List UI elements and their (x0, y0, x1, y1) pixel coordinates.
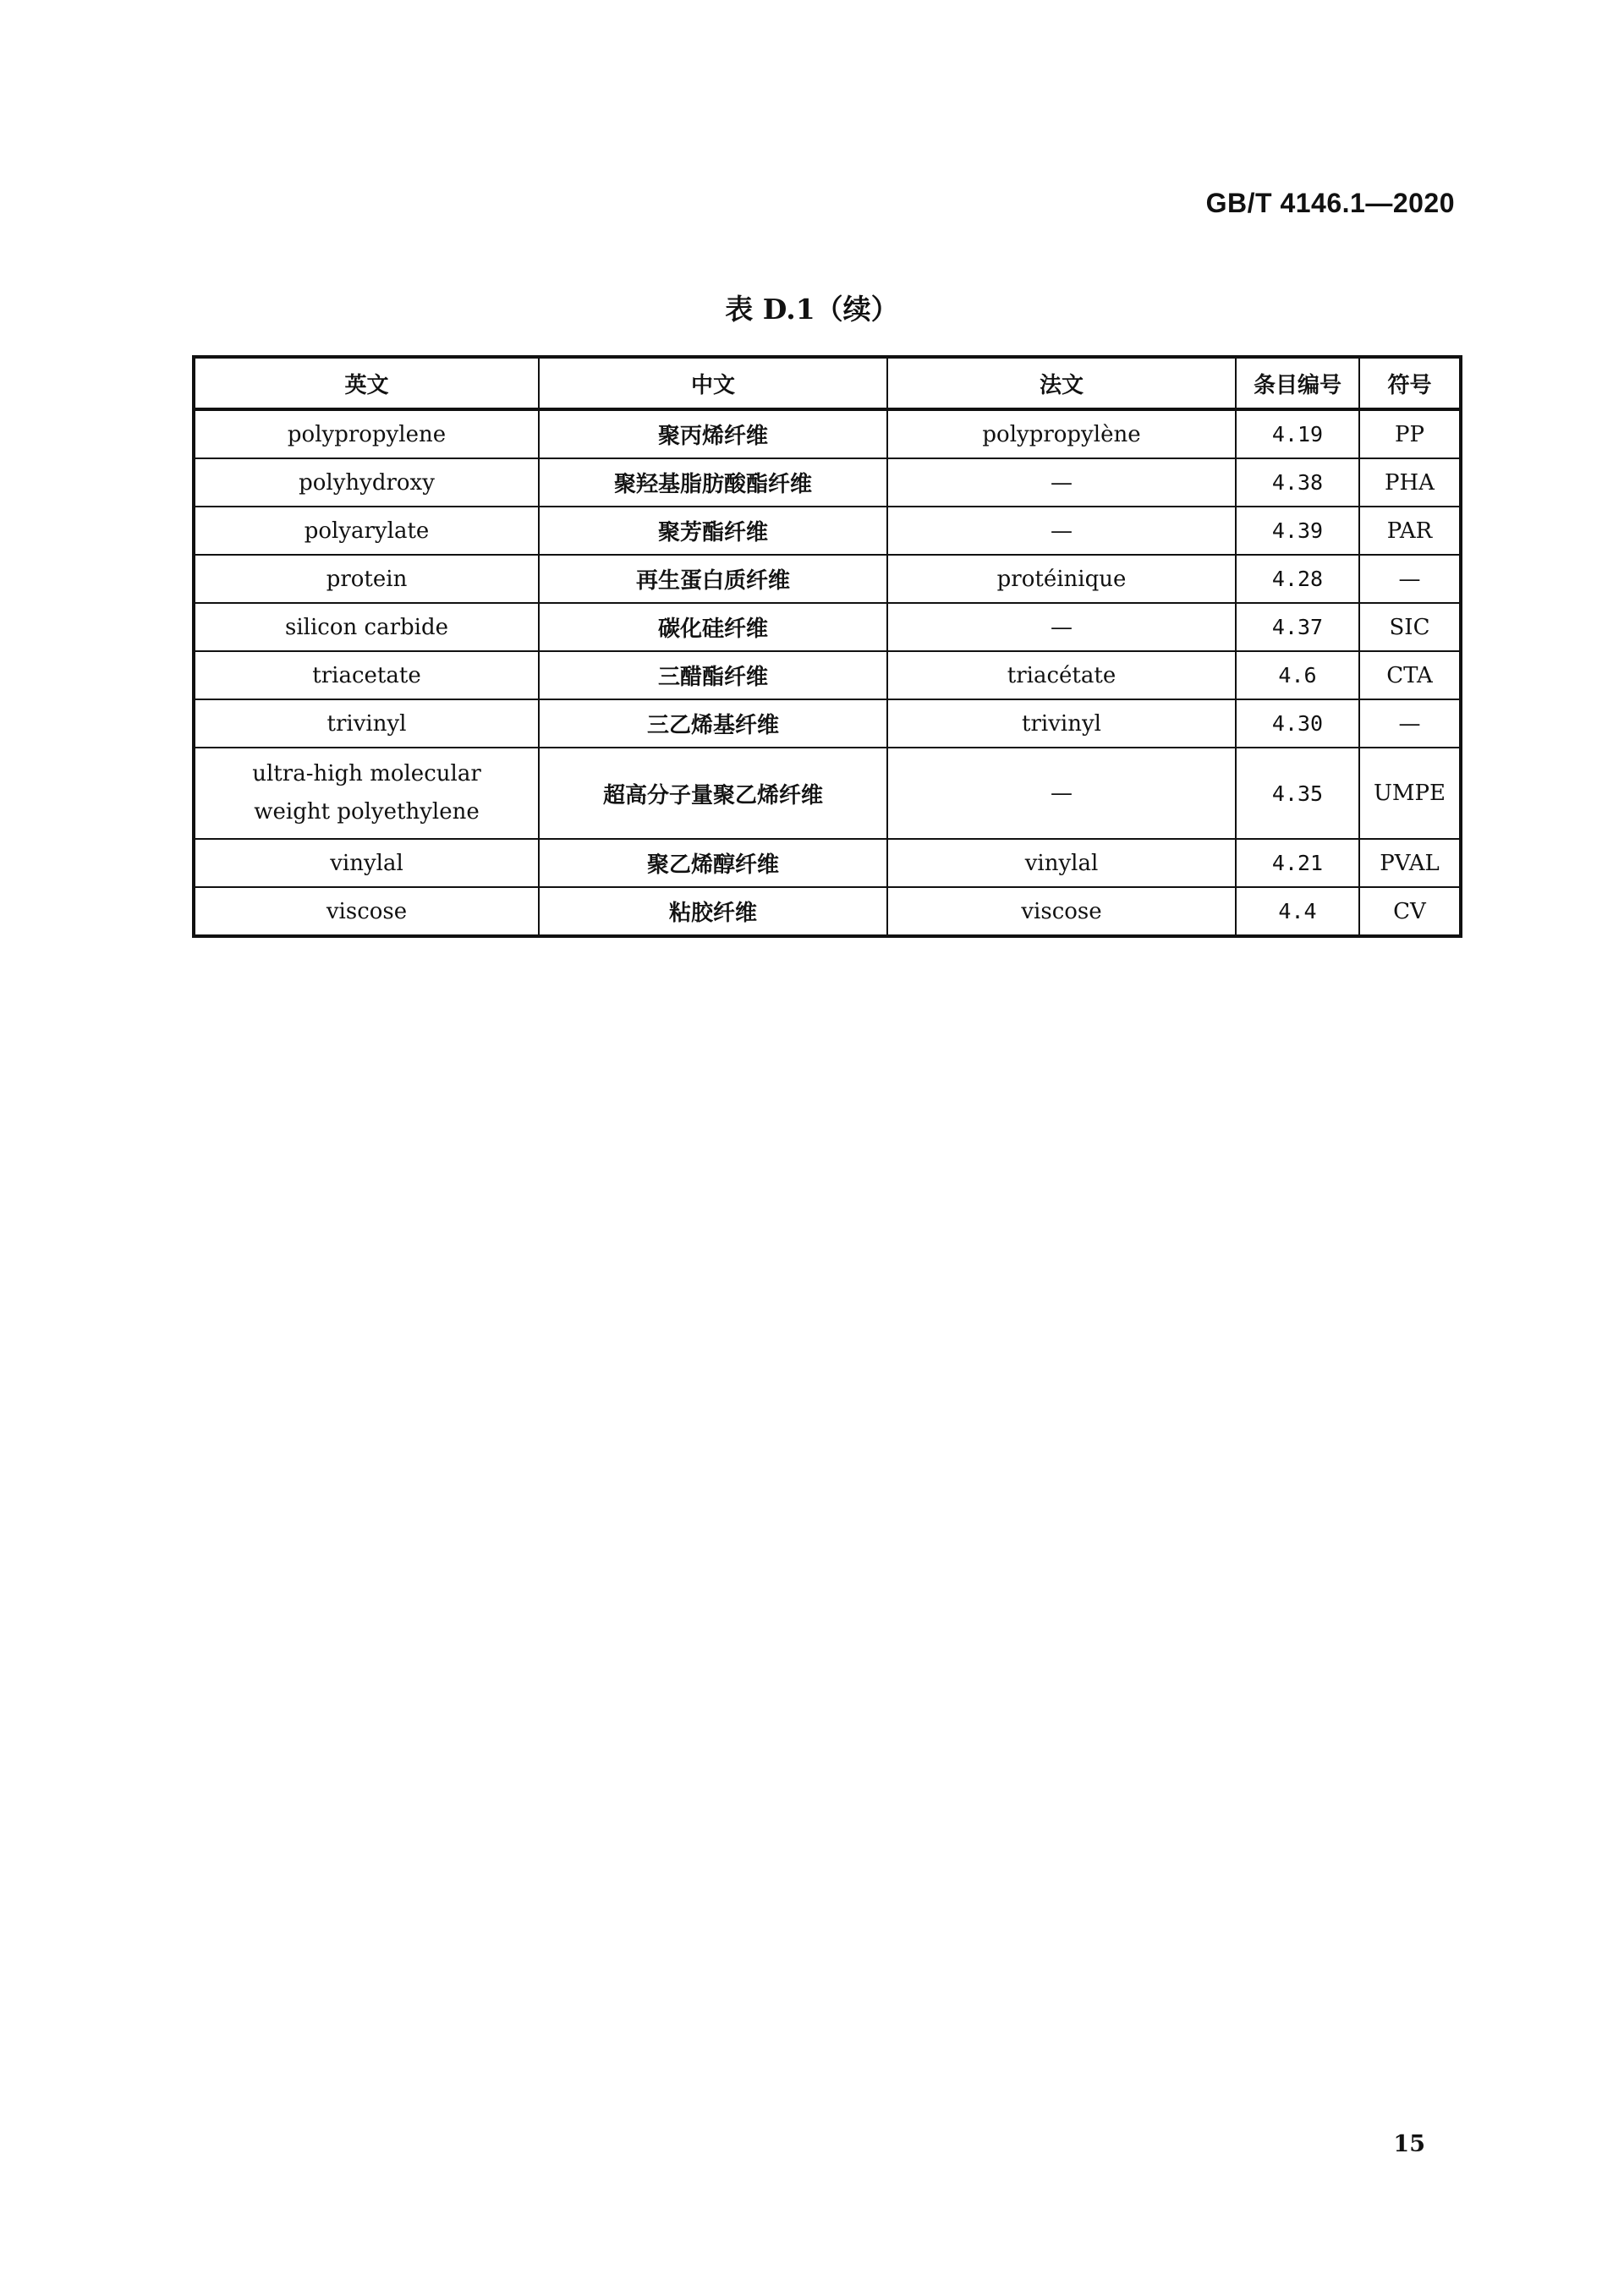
cell-entry-number: 4.37 (1236, 603, 1359, 651)
cell-chinese: 粘胶纤维 (539, 887, 887, 936)
table-row (194, 699, 1461, 748)
cell-french: vinylal (887, 839, 1236, 887)
table-header-row (194, 357, 1461, 409)
column-header-symbol: 符号 (1359, 357, 1461, 409)
table-row (194, 887, 1461, 936)
cell-english: polyhydroxy (194, 458, 539, 507)
cell-english: viscose (194, 887, 539, 936)
cell-english: polyarylate (194, 507, 539, 555)
column-header-french: 法文 (887, 357, 1236, 409)
cell-symbol: UMPE (1359, 748, 1461, 839)
cell-french: — (887, 458, 1236, 507)
cell-entry-number: 4.6 (1236, 651, 1359, 699)
table-row (194, 555, 1461, 603)
cell-english: silicon carbide (194, 603, 539, 651)
cell-symbol: PAR (1359, 507, 1461, 555)
cell-chinese: 聚芳酯纤维 (539, 507, 887, 555)
cell-french: polypropylène (887, 409, 1236, 458)
cell-chinese: 再生蛋白质纤维 (539, 555, 887, 603)
column-header-entry-number: 条目编号 (1236, 357, 1359, 409)
cell-chinese: 超高分子量聚乙烯纤维 (539, 748, 887, 839)
cell-chinese: 聚乙烯醇纤维 (539, 839, 887, 887)
cell-chinese: 三乙烯基纤维 (539, 699, 887, 748)
cell-english: triacetate (194, 651, 539, 699)
table-caption: 表 D.1（续） (725, 293, 899, 326)
column-header-chinese: 中文 (539, 357, 887, 409)
table-row (194, 603, 1461, 651)
table-row (194, 839, 1461, 887)
cell-symbol: — (1359, 699, 1461, 748)
cell-french: protéinique (887, 555, 1236, 603)
cell-entry-number: 4.19 (1236, 409, 1359, 458)
cell-english (194, 748, 539, 839)
cell-entry-number: 4.30 (1236, 699, 1359, 748)
cell-french: triacétate (887, 651, 1236, 699)
cell-chinese: 聚丙烯纤维 (539, 409, 887, 458)
cell-chinese: 聚羟基脂肪酸酯纤维 (539, 458, 887, 507)
cell-french: — (887, 603, 1236, 651)
table-row (194, 458, 1461, 507)
table-row (194, 748, 1461, 839)
cell-symbol: PP (1359, 409, 1461, 458)
cell-english: trivinyl (194, 699, 539, 748)
cell-entry-number: 4.39 (1236, 507, 1359, 555)
cell-entry-number: 4.35 (1236, 748, 1359, 839)
document-code: GB/T 4146.1—2020 (1205, 188, 1455, 218)
page-number: 15 (1393, 2131, 1425, 2157)
cell-french: — (887, 507, 1236, 555)
cell-chinese: 三醋酯纤维 (539, 651, 887, 699)
cell-english: protein (194, 555, 539, 603)
cell-french: viscose (887, 887, 1236, 936)
column-header-english: 英文 (194, 357, 539, 409)
cell-english: polypropylene (194, 409, 539, 458)
cell-english-line-2: weight polyethylene (254, 799, 480, 825)
table-row (194, 409, 1461, 458)
cell-entry-number: 4.21 (1236, 839, 1359, 887)
cell-symbol: — (1359, 555, 1461, 603)
cell-entry-number: 4.4 (1236, 887, 1359, 936)
cell-entry-number: 4.28 (1236, 555, 1359, 603)
cell-symbol: CV (1359, 887, 1461, 936)
cell-symbol: PHA (1359, 458, 1461, 507)
table-row (194, 507, 1461, 555)
cell-english: vinylal (194, 839, 539, 887)
table-row (194, 651, 1461, 699)
cell-entry-number: 4.38 (1236, 458, 1359, 507)
terms-table (192, 355, 1462, 938)
cell-english-line-1: ultra-high molecular (252, 761, 481, 786)
cell-french: — (887, 748, 1236, 839)
cell-symbol: SIC (1359, 603, 1461, 651)
cell-chinese: 碳化硅纤维 (539, 603, 887, 651)
cell-french: trivinyl (887, 699, 1236, 748)
cell-symbol: CTA (1359, 651, 1461, 699)
cell-symbol: PVAL (1359, 839, 1461, 887)
